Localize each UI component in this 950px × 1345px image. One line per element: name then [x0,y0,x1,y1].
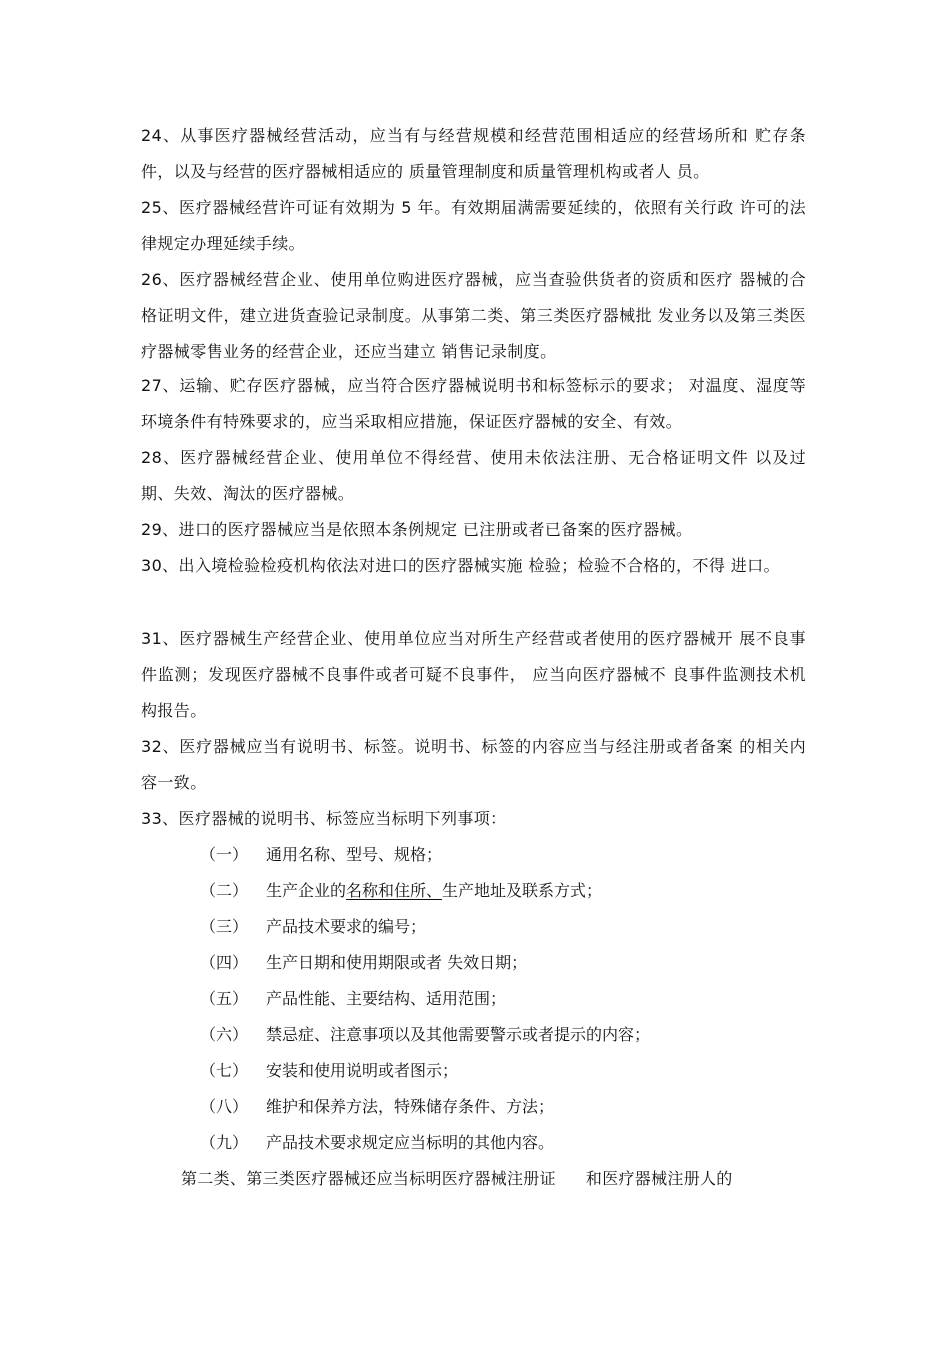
list-item-number: （七） [200,1061,249,1080]
list-item-7 [200,1053,458,1089]
article-33: 33、医疗器械的说明书、标签应当标明下列事项： [141,809,507,828]
list-item-number: （四） [200,953,249,972]
list-item-text: 产品技术要求规定应当标明的其他内容。 [266,1133,555,1152]
list-item-text: 生产日期和使用期限或者 失效日期； [266,953,528,972]
list-item-number: （三） [200,917,249,936]
list-item-number: （五） [200,989,249,1008]
list-item-number: （六） [200,1025,249,1044]
list-item-number: （一） [200,845,249,864]
list-item-text: 安装和使用说明或者图示； [266,1061,459,1080]
article-27: 27、运输、贮存医疗器械，应当符合医疗器械说明书和标签标示的要求； 对温度、湿度等环境条件有特殊要求的，应当采取相应措施，保证医疗器械的安全、有效。 [141,376,806,431]
list-item-9 [200,1125,554,1161]
article-30: 30、出入境检验检疫机构依法对进口的医疗器械实施 检验；检验不合格的，不得 进口。 [141,556,780,575]
article-28: 28、医疗器械经营企业、使用单位不得经营、使用未依法注册、无合格证明文件 以及过期、失效、淘汰的医疗器械。 [141,448,806,503]
list-item-number: （二） [200,881,249,900]
list-item-5 [200,981,506,1017]
list-item-number: （八） [200,1097,249,1116]
closing-text-part1: 第二类、第三类医疗器械还应当标明医疗器械注册证 [181,1169,556,1188]
closing-text-part2: 和医疗器械注册人的 [585,1169,733,1188]
list-item-text: 维护和保养方法，特殊储存条件、方法； [266,1097,555,1116]
article-29: 29、进口的医疗器械应当是依照本条例规定 已注册或者已备案的医疗器械。 [141,520,693,539]
list-item-number: （九） [200,1133,249,1152]
article-26: 26、医疗器械经营企业、使用单位购进医疗器械，应当查验供货者的资质和医疗 器械的合格证明文件，建立进货查验记录制度。从事第二类、第三类医疗器械批 发业务以及第三类医疗器械零售业务的经营企业，还应当建立 销售记录制度。 [141,270,806,361]
article-24: 24、从事医疗器械经营活动，应当有与经营规模和经营范围相适应的经营场所和 贮存条件，以及与经营的医疗器械相适应的 质量管理制度和质量管理机构或者人 员。 [141,126,806,181]
list-item-1 [200,837,442,873]
list-item-4 [200,945,527,981]
list-item-8 [200,1089,554,1125]
closing-paragraph [181,1161,811,1197]
list-item-text-before: 生产企业的 [266,881,347,900]
article-25: 25、医疗器械经营许可证有效期为 5 年。有效期届满需要延续的，依照有关行政 许可的法律规定办理延续手续。 [141,198,806,253]
list-item-2 [200,873,602,909]
list-item-6 [200,1017,650,1053]
list-item-text: 产品技术要求的编号； [266,917,427,936]
list-item-text-underlined: 名称和住所、 [346,881,443,900]
article-31: 31、医疗器械生产经营企业、使用单位应当对所生产经营或者使用的医疗器械开 展不良事件监测；发现医疗器械不良事件或者可疑不良事件， 应当向医疗器械不 良事件监测技术机构报告。 [141,629,806,720]
list-item-3 [200,909,426,945]
article-32: 32、医疗器械应当有说明书、标签。说明书、标签的内容应当与经注册或者备案 的相关内容一致。 [141,737,806,792]
list-item-text: 禁忌症、注意事项以及其他需要警示或者提示的内容； [266,1025,651,1044]
list-item-text: 通用名称、型号、规格； [266,845,443,864]
list-item-text: 产品性能、主要结构、适用范围； [266,989,507,1008]
list-item-text-after: 生产地址及联系方式； [442,881,603,900]
